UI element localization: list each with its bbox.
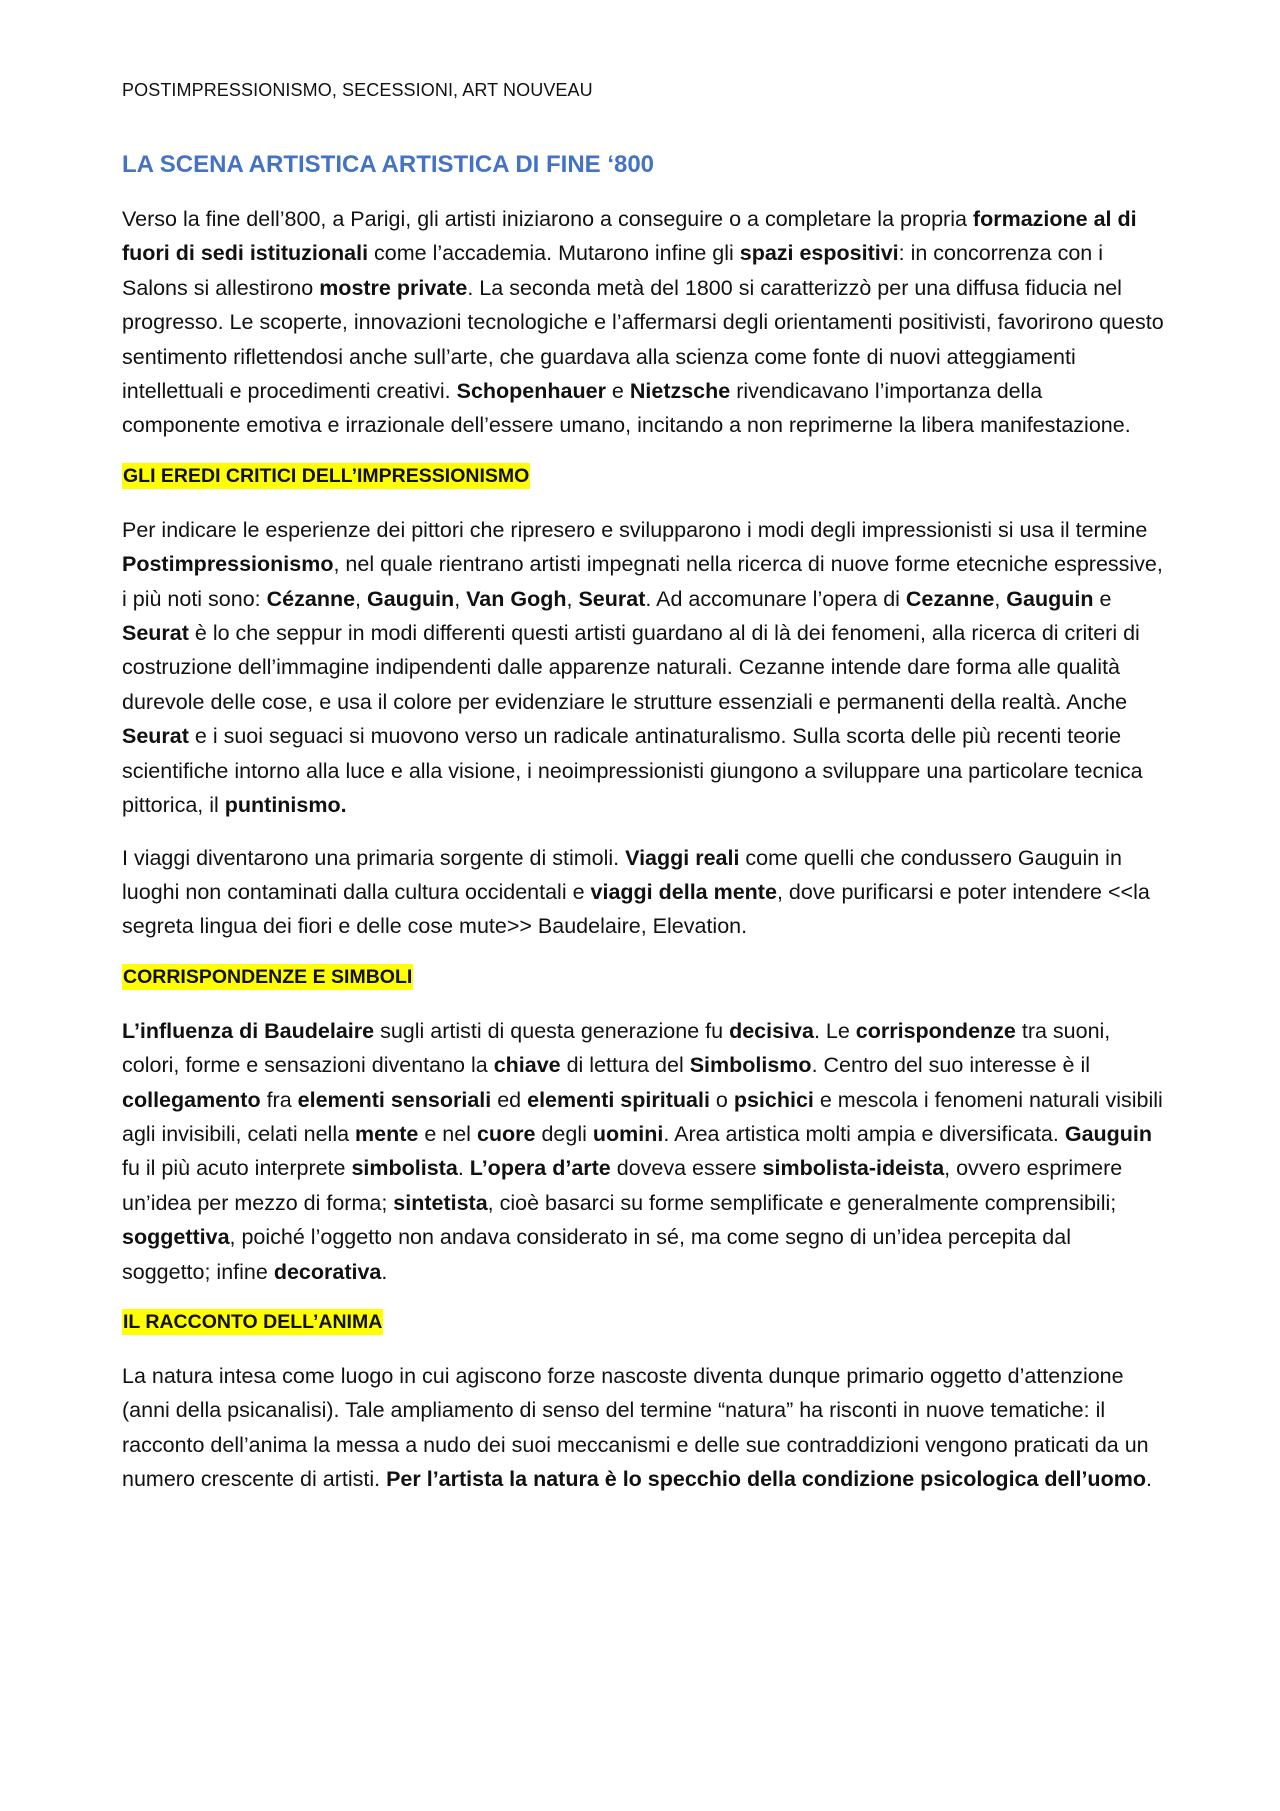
bold-text: viaggi della mente [590,879,777,904]
text-run: è lo che seppur in modi differenti questi artisti guardano al di là dei fenomeni, alla ricerca di criteri di costruzione dell’immagine indipendenti dalle apparenze naturali. Cezanne intende dare forma alle qualità durevole delle cose, e usa il colore per evidenziare le strutture essenziali e permanenti della realtà. Anche [122,621,1140,714]
bold-text: chiave [493,1053,561,1078]
bold-text: Nietzsche [629,379,731,404]
document-title: LA SCENA ARTISTICA ARTISTICA DI FINE ‘800 [122,151,655,178]
bold-text: Schopenhauer [456,379,606,404]
bold-text: elementi spirituali [527,1087,710,1112]
bold-text: Gauguin [367,586,455,611]
bold-text: L’influenza di Baudelaire [122,1018,375,1043]
bold-text: mente [355,1121,419,1146]
bold-text: collegamento [122,1087,261,1112]
text-run: . [381,1259,388,1284]
text-run: : in concorrenza con i Salons si allestirono [122,241,1104,300]
text-run: , poiché l’oggetto non andava considerato in sé, ma come segno di un’idea percepita dal soggetto; infine [122,1225,1071,1284]
bold-text: simbolista-ideista [762,1156,945,1181]
text-run: Per indicare le esperienze dei pittori che ripresero e svilupparono i modi degli impressionisti si usa il termine [122,517,1148,542]
bold-text: formazione al di fuori di sedi istituzionali [122,207,1137,266]
bold-text: simbolista [351,1156,458,1181]
text-run: , [566,586,579,611]
bold-text: sintetista [393,1190,488,1215]
bold-text: Van Gogh [466,586,567,611]
bold-text: Postimpressionismo [122,552,334,577]
running-head: POSTIMPRESSIONISMO, SECESSIONI, ART NOUVEAU [122,80,593,100]
text-run: , [454,586,467,611]
bold-text: L’opera d’arte [469,1156,611,1181]
text-run: degli [535,1121,593,1146]
text-run: tra suoni, colori, forme e sensazioni diventano la [122,1018,1111,1078]
text-run: . Area artistica molti ampia e diversificata. [663,1121,1065,1146]
document-body [122,202,1164,1497]
paragraph [122,1014,1164,1289]
text-run: e [1093,586,1112,611]
bold-text: cuore [476,1121,536,1146]
text-run: , cioè basarci su forme semplificate e generalmente comprensibili; [487,1190,1117,1215]
bold-text: Gauguin [1006,586,1094,611]
text-run: . [457,1156,470,1181]
text-run: e nel [418,1121,477,1146]
text-run: I viaggi diventarono una primaria sorgente di stimoli. [122,845,626,870]
text-run: rivendicavano l’importanza della componente emotiva e irrazionale dell’essere umano, incitando a non reprimerne la libera manifestazione. [122,379,1131,438]
bold-text: decorativa [273,1259,382,1284]
text-run: . Centro del suo interesse è il [811,1053,1091,1078]
text-run: sugli artisti di questa generazione fu [374,1018,730,1043]
bold-text: Simbolismo [689,1053,812,1078]
bold-text: Seurat [578,586,646,611]
section-heading-text: CORRISPONDENZE E SIMBOLI [123,965,413,988]
text-run: doveva essere [610,1156,763,1181]
section-heading-text: GLI EREDI CRITICI DELL’IMPRESSIONISMO [123,464,530,487]
bold-text: puntinismo. [224,793,347,818]
bold-text: Seurat [122,621,189,646]
text-run: e [605,379,630,404]
text-run: di lettura del [560,1053,690,1078]
paragraph [122,841,1164,944]
bold-text: elementi sensoriali [297,1087,492,1112]
section-heading [122,461,1164,491]
bold-text: mostre private [319,275,468,300]
bold-text: Per l’artista la natura è lo specchio della condizione psicologica dell’uomo [386,1467,1146,1492]
section-heading [122,1307,1164,1337]
bold-text: corrispondenze [855,1018,1016,1043]
text-run: fu il più acuto interprete [122,1156,352,1181]
bold-text: decisiva [729,1018,814,1043]
text-run: , dove purificarsi e poter intendere <<la segreta lingua dei fiori e delle cose mute>> Baudelaire, Elevation. [122,879,1150,939]
text-run: , ovvero esprimere un’idea per mezzo di forma; [122,1156,1123,1215]
bold-text: Cezanne [905,586,995,611]
text-run: Verso la fine dell’800, a Parigi, gli artisti iniziarono a conseguire o a completare la propria [122,207,973,231]
text-run: , nel quale rientrano artisti impegnati nella ricerca di nuove forme etecniche espressive, i più noti sono: [122,552,1163,611]
section-heading [122,962,1164,992]
text-run: , [994,586,1007,611]
bold-text: Gauguin [1064,1121,1153,1146]
bold-text: Cézanne [266,586,356,611]
text-run: . La seconda metà del 1800 si caratterizzò per una diffusa fiducia nel progresso. Le scoperte, innovazioni tecnologiche e l’affermarsi degli orientamenti positivisti, favorirono questo sentimento riflettendosi anche sull’arte, che guardava alla scienza come fonte di nuovi atteggiamenti intellettuali e procedimenti creativi. [122,275,1164,404]
text-run: ed [491,1087,528,1112]
text-run: e i suoi seguaci si muovono verso un radicale antinaturalismo. Sulla scorta delle più recenti teorie scientifiche intorno alla luce e alla visione, i neoimpressionisti giungono a sviluppare una particolare tecnica pittorica, il [122,724,1143,818]
bold-text: uomini [592,1121,664,1146]
text-run: . Le [813,1018,856,1043]
text-run: . [1145,1467,1152,1492]
bold-text: Seurat [122,724,189,749]
text-run: e mescola i fenomeni naturali visibili agli invisibili, celati nella [122,1087,1163,1146]
text-run: o [709,1087,734,1112]
paragraph [122,513,1164,823]
text-run: . Ad accomunare l’opera di [645,586,906,611]
text-run: come quelli che condussero Gauguin in luoghi non contaminati dalla cultura occidentali e [122,845,1122,904]
bold-text: spazi espositivi [739,241,899,266]
bold-text: soggettiva [122,1225,230,1250]
text-run: come l’accademia. Mutarono infine gli [368,241,740,266]
section-heading-text: IL RACCONTO DELL’ANIMA [123,1310,383,1333]
bold-text: psichici [733,1087,814,1112]
bold-text: Viaggi reali [625,845,740,870]
paragraph [122,202,1164,443]
paragraph [122,1359,1164,1497]
text-run: fra [260,1087,298,1112]
text-run: , [355,586,367,611]
text-run: La natura intesa come luogo in cui agiscono forze nascoste diventa dunque primario oggetto d’attenzione (anni della psicanalisi). Tale ampliamento di senso del termine “natura” ha risconti in nuove tematiche: il racconto dell’anima la messa a nudo dei suoi meccanismi e delle sue contraddizioni vengono praticati da un numero crescente di artisti. [122,1363,1149,1492]
